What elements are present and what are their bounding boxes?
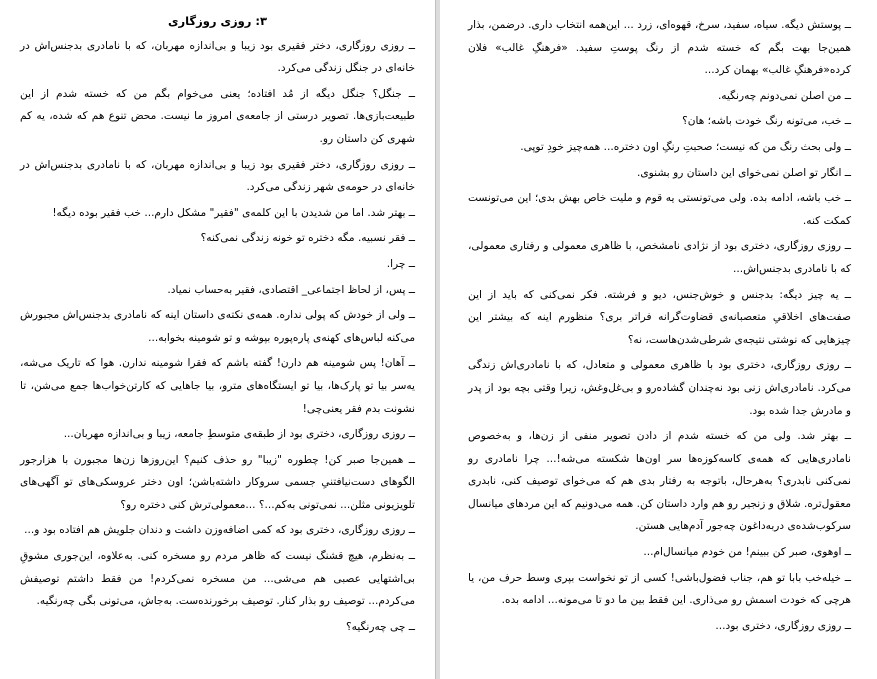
right-page [0,0,436,679]
paragraph: ــ خب باشه، ادامه بده. ولی می‌تونستی یه قوم و ملیت خاص بهش بدی؛ این می‌تونست کمکت کنه. [468,192,851,227]
paragraph: ــ روزی روزگاری، دختری بود... [715,619,851,632]
paragraph: ــ پس، از لحاظ اجتماعی_ اقتصادی، فقیر به‌حساب نمیاد. [167,283,415,296]
paragraph: ــ چرا. [386,257,415,270]
paragraph: ــ روزی روزگاری، دختری بود که کمی اضافه‌وزن داشت و دندان جلویش هم افتاده بود و... [24,524,415,537]
paragraph: ــ روزی روزگاری، دختری بود از طبقه‌ی متوسطِ جامعه، زیبا و بی‌اندازه مهربان... [63,428,415,441]
paragraph: ــ جنگل؟ جنگل دیگه از مُد افتاده؛ یعنی می‌خوام بگم من که خسته شدم از این طبیعت‌بازی‌ها. تصویر درستی از جامعه‌ی امروز ما نیست. محض تنوع هم که شده، یه کم شهری کن داستان رو. [20,87,415,145]
left-page [440,0,877,679]
paragraph: ــ چی چه‌رنگیه؟ [346,620,415,633]
left-page-text [468,14,851,637]
paragraph: ــ ولی از خودش که پولی نداره. همه‌ی نکته‌ی داستان اینه که نامادری بدجنس‌اش مجبورش می‌کنه لباس‌های کهنه‌ی پاره‌پوره بپوشه و تو شومینه بخوابه... [20,309,415,344]
paragraph: ــ روزی روزگاری، دختر فقیری بود زیبا و بی‌اندازه مهربان، که با نامادری بدجنس‌اش در خانه‌ای در جنگل زندگی می‌کرد. [20,39,415,75]
paragraph: ــ روزی روزگاری، دختری بود از نژادی نامشخص، با ظاهری معمولی و رفتاری معمولی، که با نامادری بدجنس‌اش... [468,240,851,275]
paragraph: ــ ولی بحث رنگ من که نیست؛ صحبتِ رنگِ اون دختره... همه‌چیز خودِ توپی. [520,140,851,153]
paragraph: ــ بهتر شد. ولی من که خسته شدم از دادن تصویر منفی از زن‌ها، و به‌خصوص نامادری‌هایی که همه‌ی کاسه‌کوزه‌ها سر اون‌ها شکسته می‌شه!... چرا نامادری رو نمی‌کنی نابدری؟ به‌هرحال، باتوجه به رفتار بدی هم که می‌خوای توصیف کنی، نابدری معقول‌تره. شلاق و زنجیر رو هم وارد داستان کن. همه می‌دونیم که این مردهای میانسال سرکوب‌شده‌ی دربه‌داغون چه‌جور آدم‌هایی هستن. [468,430,851,533]
paragraph: ــ همین‌جا صبر کن! چطوره "زیبا" رو حذف کنیم؟ این‌روزها زن‌ها مجبورن با هزارجور الگوهای دست‌نیافتنیِ جسمی سروکار داشته‌باشن؛ اون دختر عروسکی‌های تو آگهی‌های تلویزیونی مثلن... نمی‌تونی به‌کم...؟ ...معمولی‌ترش کنی دختره رو؟ [20,453,415,511]
paragraph: ــ روزی روزگاری، دختر فقیری بود زیبا و بی‌اندازه مهربان، که با نامادری بدجنس‌اش در خانه‌ای در حومه‌ی شهر زندگی می‌کرد. [20,158,415,194]
paragraph: ــ آهان! پس شومینه هم دارن! گفته باشم که فقرا شومینه ندارن. هوا که تاریک می‌شه، یه‌سر بیا تو پارک‌ها، بیا تو ایستگاه‌های مترو، بیا جاهایی که کارتن‌خواب‌ها جمع می‌شن، تا نشونت بدم فقر یعنی‌چی! [20,357,415,415]
paragraph: ــ روزی روزگاری، دختری بود با ظاهری معمولی و متعادل، که با نامادری‌اش زندگی می‌کرد. نامادری‌اش زنی بود نه‌چندان گشاده‌رو و بی‌غل‌وغش، زیرا وقتی بچه بود از پدر و مادرش جدا شده بود. [468,359,851,417]
paragraph: ــ یه چیز دیگه: بدجنس و خوش‌جنس، دیو و فرشته. فکر نمی‌کنی که باید از این صفت‌های اخلاقیِ متعصبانه‌ی قضاوت‌گرانه فراتر بری؟ منظورم اینه که بیشتر این چیزهایی که نوشتی نتیجه‌ی شرطی‌شدن‌هاست، نه؟ [468,288,851,346]
paragraph: ــ من اصلن نمی‌دونم چه‌رنگیه. [717,89,851,102]
paragraph: ــ خب، می‌تونه رنگ خودت باشه؛ هان؟ [682,115,851,128]
paragraph: ــ بهتر شد. اما من شدیدن با این کلمه‌ی "فقیر" مشکل دارم... خب فقیر بوده دیگه! [52,206,415,219]
paragraph: ــ فقر نسبیه. مگه دختره تو خونه زندگی نمی‌کنه؟ [200,232,415,245]
paragraph: ــ پوستش دیگه. سیاه، سفید، سرخ، قهوه‌ای، زرد ... این‌همه انتخاب داری. درضمن، بذار همین‌جا بهت بگم که خسته شدم از رنگ پوستِ سفید. «فرهنگِ غالب» فلان کرده«فرهنگِ غالب» بهمان کرد... [468,19,851,77]
paragraph: ــ اوهوی، صبر کن ببینم! من خودم میانسال‌ام... [643,546,851,559]
paragraph: ــ خیله‌خب بابا تو هم، جناب فضول‌باشی! کسی از تو نخواست بپری وسط حرف من، یا هرچی که خودت اسمش رو می‌ذاری. این فقط بین ما دو تا می‌مونه... ادامه بده. [468,571,851,607]
right-page-text [20,10,415,638]
chapter-title: ۳: روزی روزگاری [167,14,268,28]
paragraph: ــ انگار تو اصلن نمی‌خوای این داستان رو بشنوی. [637,166,851,179]
paragraph: ــ به‌نظرم، هیچ قشنگ نیست که ظاهر مردم رو مسخره کنی. به‌علاوه، این‌جوری مشوقِ بی‌اشتهایی عصبی هم می‌شی... من مسخره نمی‌کردم! من فقط داشتم توصیفش می‌کردم... توصیف رو بذار کنار. توصیف برخورنده‌ست. به‌جاش، می‌تونی بگی چه‌رنگیه. [20,550,415,608]
